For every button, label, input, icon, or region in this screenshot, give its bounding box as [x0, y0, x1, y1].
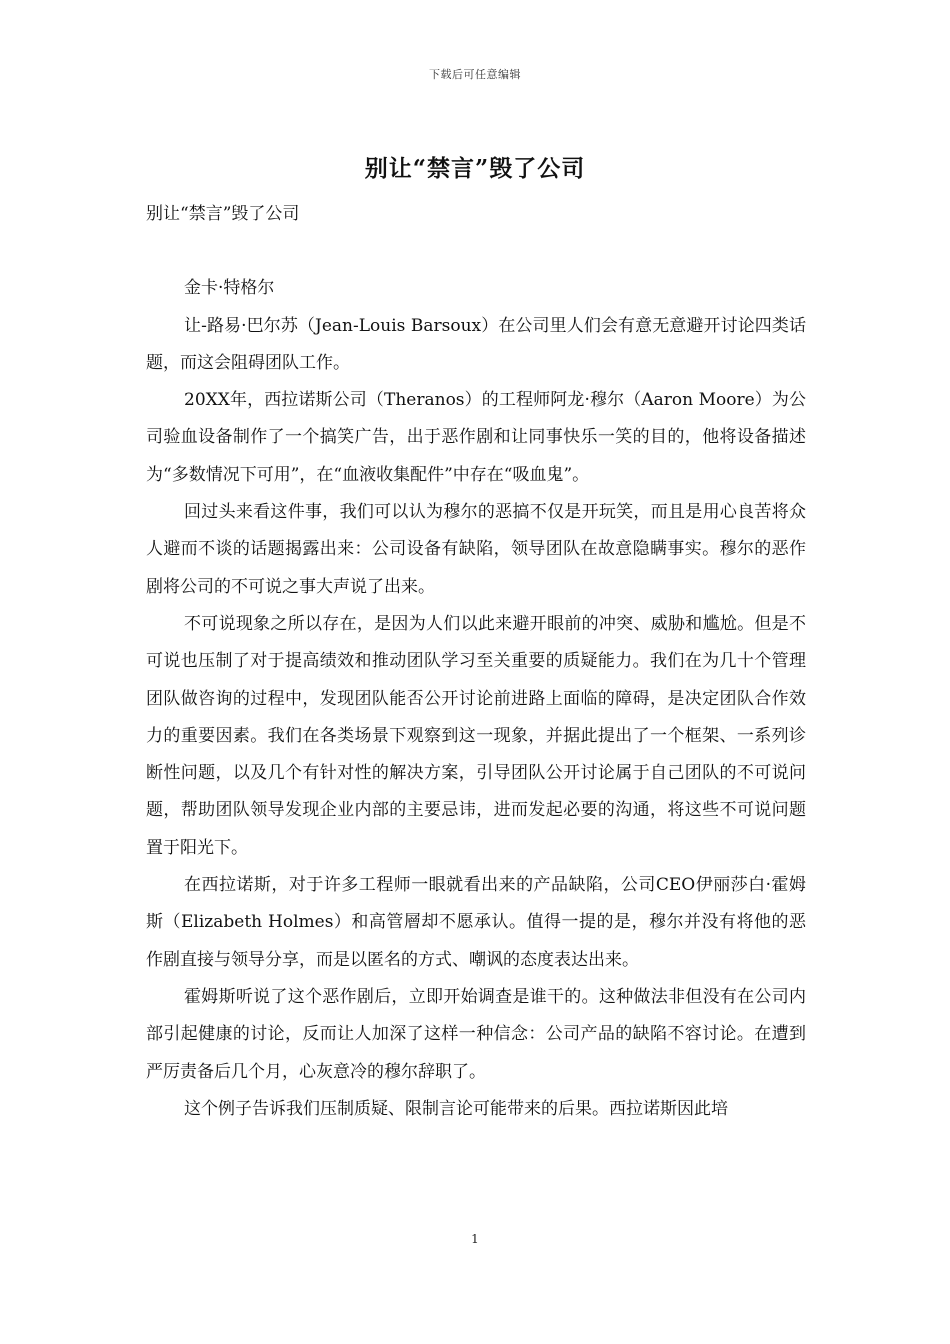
- document-body: [146, 196, 806, 1128]
- paragraph: 在西拉诺斯，对于许多工程师一眼就看出来的产品缺陷，公司CEO伊丽莎白·霍姆斯（Elizabeth Holmes）和高管層却不愿承认。值得一提的是，穆尔并没有将他的恶作剧直接与领导分享，而是以匿名的方式、嘲讽的态度表达出来。: [146, 875, 806, 970]
- paragraph: 回过头来看这件事，我们可以认为穆尔的恶搞不仅是开玩笑，而且是用心良苦将众人避而不谈的话题揭露出来：公司设备有缺陷，领导团队在故意隐瞒事实。穆尔的恶作剧将公司的不可说之事大声说了出来。: [146, 502, 806, 597]
- paragraph: 20XX年，西拉诺斯公司（Theranos）的工程师阿龙·穆尔（Aaron Moore）为公司验血设备制作了一个搞笑广告，出于恶作剧和让同事快乐一笑的目的，他将设备描述为“多数情况下可用”，在“血液收集配件”中存在“吸血鬼”。: [146, 390, 806, 485]
- header-note: 下载后可任意编辑: [429, 68, 521, 81]
- page-number: 1: [471, 1232, 479, 1246]
- paragraph: 让-路易·巴尔苏（Jean-Louis Barsoux）在公司里人们会有意无意避开讨论四类话题，而这会阻碍团队工作。: [146, 315, 806, 373]
- paragraph: 这个例子告诉我们压制质疑、限制言论可能带来的后果。西拉诺斯因此培: [184, 1098, 728, 1119]
- document-title: 别让“禁言”毁了公司: [364, 155, 586, 182]
- paragraph: 不可说现象之所以存在，是因为人们以此来避开眼前的冲突、威胁和尴尬。但是不可说也压制了对于提高绩效和推动团队学习至关重要的质疑能力。我们在为几十个管理团队做咨询的过程中，发现团队能否公开讨论前进路上面临的障碍，是决定团队合作效力的重要因素。我们在各类场景下观察到这一现象，并据此提出了一个框架、一系列诊断性问题，以及几个有针对性的解决方案，引导团队公开讨论属于自己团队的不可说问题，帮助团队领导发现企业内部的主要忌讳，进而发起必要的沟通，将这些不可说问题置于阳光下。: [146, 613, 806, 858]
- author-line: 金卡·特格尔: [184, 278, 275, 299]
- paragraph: 霍姆斯听说了这个恶作剧后，立即开始调查是谁干的。这种做法非但没有在公司内部引起健康的讨论，反而让人加深了这样一种信念：公司产品的缺陷不容讨论。在遭到严厉责备后几个月，心灰意冷的穆尔辞职了。: [146, 986, 806, 1082]
- subtitle: 别让“禁言”毁了公司: [146, 204, 300, 224]
